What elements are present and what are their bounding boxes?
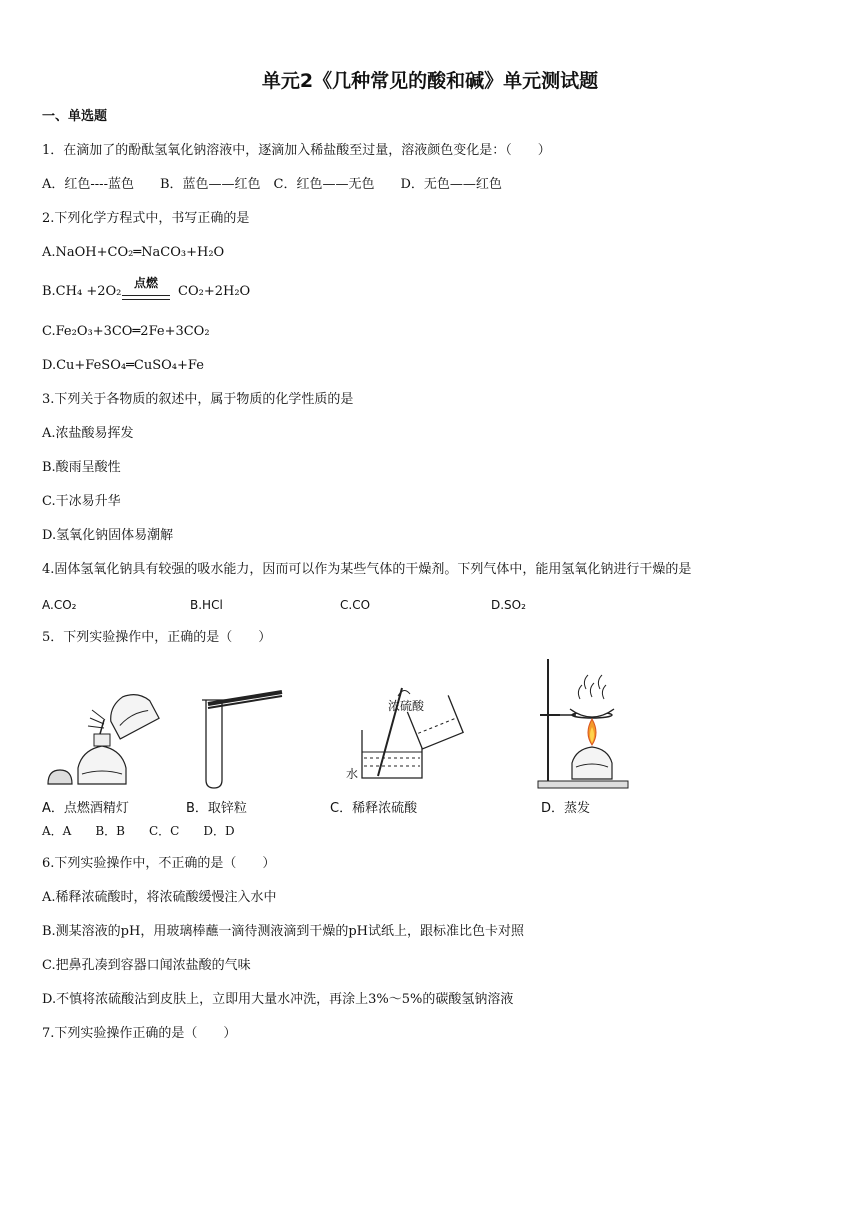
q3-option-a: A.浓盐酸易挥发 [42,426,134,441]
caption-d: D．蒸发 [541,801,591,816]
q2-option-c: C.Fe₂O₃+3CO═2Fe+3CO₂ [42,324,210,339]
q4-stem: 4.固体氢氧化钠具有较强的吸水能力，因而可以作为某些气体的干燥剂。下列气体中，能用氢氧化钠进行干燥的是 [42,562,692,577]
q4-option-a: A.CO₂ [42,598,77,612]
q6-option-d: D.不慎将浓硫酸沾到皮肤上，立即用大量水冲洗，再涂上3%～5%的碳酸氢钠溶液 [42,992,514,1007]
q5-stem: 5．下列实验操作中，正确的是（ ） [42,630,272,645]
caption-c: C．稀释浓硫酸 [330,801,418,816]
q2-option-b-left: B.CH₄ +2O₂ [42,284,122,299]
caption-b: B．取锌粒 [186,801,247,816]
q3-stem: 3.下列关于各物质的叙述中，属于物质的化学性质的是 [42,392,354,407]
condition-label: 点燃 [133,276,158,290]
q6-option-a: A.稀释浓硫酸时，将浓硫酸缓慢注入水中 [42,890,277,905]
q2-option-a: A.NaOH+CO₂═NaCO₃+H₂O [42,245,225,260]
q6-stem: 6.下列实验操作中，不正确的是（ ） [42,856,276,871]
q7-stem: 7.下列实验操作正确的是（ ） [42,1026,237,1041]
figure-alcohol-lamp [42,688,162,792]
label-concentrated-acid: 浓硫酸 [388,699,425,713]
q3-option-d: D.氢氧化钠固体易潮解 [42,528,174,543]
q2-option-b-right: CO₂+2H₂O [178,284,251,299]
q1-options: A．红色----蓝色 B．蓝色——红色 C．红色——无色 D．无色——红色 [42,177,502,192]
label-water: 水 [346,767,359,781]
figure-evaporation [530,655,630,792]
q2-option-d: D.Cu+FeSO₄═CuSO₄+Fe [42,358,204,373]
q1-stem: 1．在滴加了的酚酞氢氧化钠溶液中，逐滴加入稀盐酸至过量，溶液颜色变化是：（ ） [42,143,551,158]
reaction-condition-sign [120,276,172,306]
section-heading: 一、单选题 [42,109,108,124]
q6-option-c: C.把鼻孔凑到容器口闻浓盐酸的气味 [42,958,251,973]
q3-option-b: B.酸雨呈酸性 [42,460,121,475]
q5-options: A．A B．B C．C D．D [42,824,235,838]
q6-option-b: B.测某溶液的pH，用玻璃棒蘸一滴待测液滴到干燥的pH试纸上，跟标准比色卡对照 [42,924,525,939]
q2-stem: 2.下列化学方程式中，书写正确的是 [42,211,250,226]
q3-option-c: C.干冰易升华 [42,494,121,509]
q4-option-c: C.CO [340,598,371,612]
caption-a: A．点燃酒精灯 [42,801,129,816]
figure-tongs-test-tube [196,686,288,792]
page-title: 单元2《几种常见的酸和碱》单元测试题 [261,70,599,92]
double-line-sign-lower [122,299,170,300]
double-line-sign [122,295,170,296]
q4-option-b: B.HCl [190,598,223,612]
q4-option-d: D.SO₂ [491,598,526,612]
